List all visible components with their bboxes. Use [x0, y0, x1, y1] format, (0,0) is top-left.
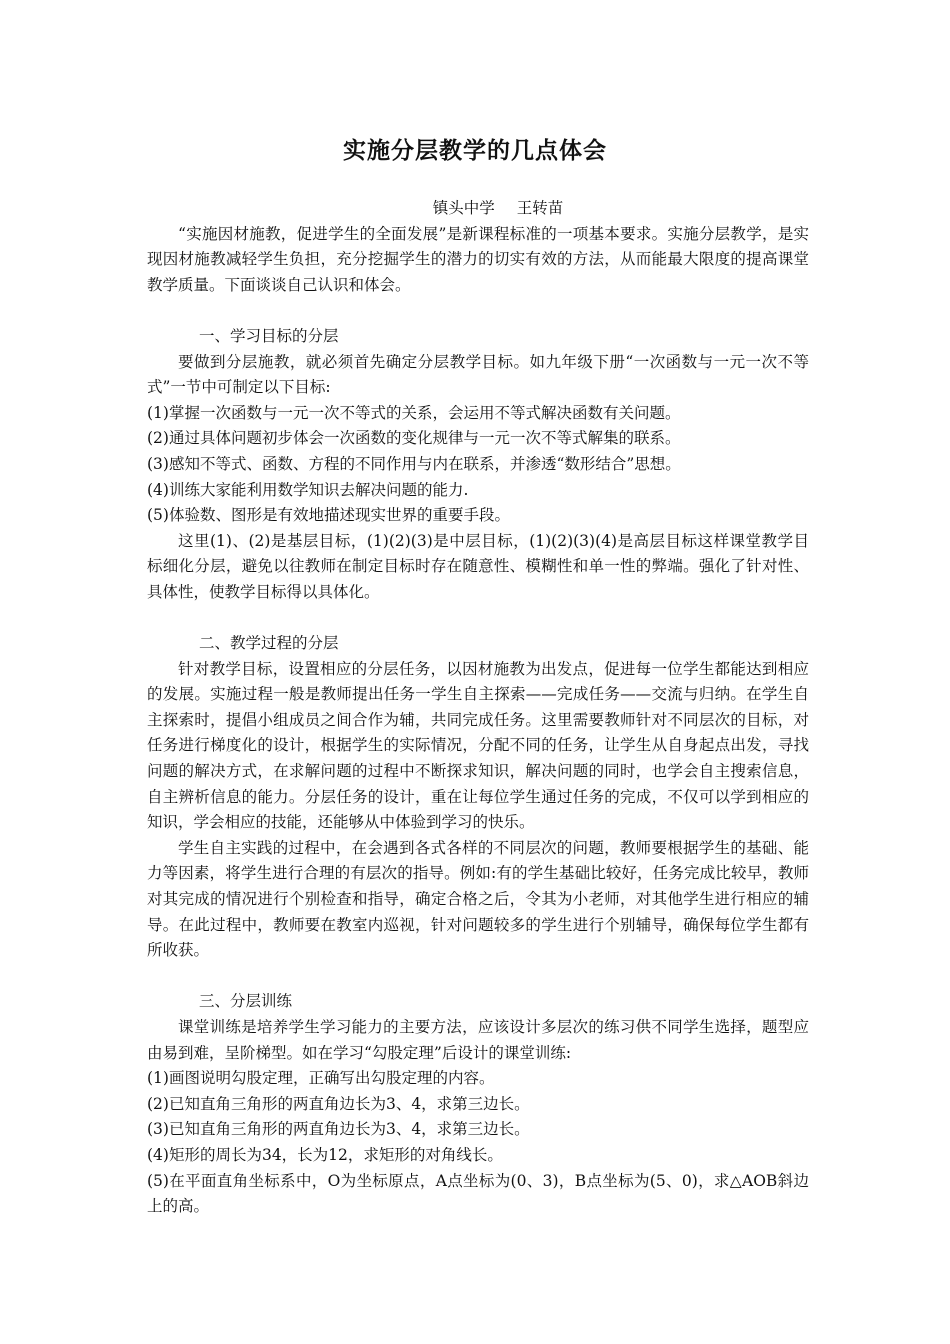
author-line [147, 196, 809, 222]
section1-goal-item: (4)训练大家能利用数学知识去解决问题的能力. [147, 480, 469, 499]
section3-exercise-item: (4)矩形的周长为34，长为12，求矩形的对角线长。 [147, 1145, 503, 1164]
section3-exercise-item: (3)已知直角三角形的两直角边长为3、4，求第三边长。 [147, 1120, 530, 1139]
spacer [147, 964, 809, 990]
section1-goal-item: (2)通过具体问题初步体会一次函数的变化规律与一元一次不等式解集的联系。 [147, 429, 681, 448]
section3-exercise-item: (1)画图说明勾股定理，正确写出勾股定理的内容。 [147, 1069, 495, 1088]
section1-goal-item: (1)掌握一次函数与一元一次不等式的关系，会运用不等式解决函数有关问题。 [147, 403, 681, 422]
section1-lead: 要做到分层施教，就必须首先确定分层教学目标。如九年级下册“一次函数与一元一次不等式”一节中可制定以下目标: [147, 352, 809, 397]
section2-paragraph-2: 学生自主实践的过程中，在会遇到各式各样的不同层次的问题，教师要根据学生的基础、能力等因素，将学生进行合理的有层次的指导。例如:有的学生基础比较好，任务完成比较早，教师对其完成的情况进行个别检查和指导，确定合格之后，令其为小老师，对其他学生进行相应的辅导。在此过程中，教师要在教室内巡视，针对问题较多的学生进行个别辅导，确保每位学生都有所收获。 [147, 838, 809, 960]
spacer [147, 298, 809, 324]
author-name: 王转苗 [516, 199, 564, 217]
section3-heading: 三、分层训练 [199, 992, 293, 1011]
document-body [147, 196, 809, 1220]
section1-goal-item: (3)感知不等式、函数、方程的不同作用与内在联系，并渗透“数形结合”思想。 [147, 454, 681, 473]
intro-paragraph: “实施因材施教，促进学生的全面发展”是新课程标准的一项基本要求。实施分层教学，是实现因材施教减轻学生负担，充分挖掘学生的潜力的切实有效的方法，从而能最大限度的提高课堂教学质量。下面谈谈自己认识和体会。 [147, 224, 809, 294]
section1-summary: 这里(1)、(2)是基层目标，(1)(2)(3)是中层目标，(1)(2)(3)(4)是高层目标这样课堂教学目标细化分层，避免以往教师在制定目标时存在随意性、模糊性和单一性的弊端。强化了针对性、具体性，使教学目标得以具体化。 [147, 531, 809, 601]
section2-paragraph-1: 针对教学目标，设置相应的分层任务，以因材施教为出发点，促进每一位学生都能达到相应的发展。实施过程一般是教师提出任务一学生自主探索——完成任务——交流与归纳。在学生自主探索时，提倡小组成员之间合作为辅，共同完成任务。这里需要教师针对不同层次的目标，对任务进行梯度化的设计，根据学生的实际情况，分配不同的任务，让学生从自身起点出发，寻找问题的解决方式，在求解问题的过程中不断探求知识，解决问题的同时，也学会自主搜索信息，自主辨析信息的能力。分层任务的设计，重在让每位学生通过任务的完成，不仅可以学到相应的知识，学会相应的技能，还能够从中体验到学习的快乐。 [147, 659, 809, 832]
section3-exercise-item: (2)已知直角三角形的两直角边长为3、4，求第三边长。 [147, 1094, 530, 1113]
section3-lead: 课堂训练是培养学生学习能力的主要方法，应该设计多层次的练习供不同学生选择，题型应由易到难，呈阶梯型。如在学习“勾股定理”后设计的课堂训练: [147, 1018, 809, 1062]
document-title: 实施分层教学的几点体会 [343, 137, 607, 164]
section1-goal-item: (5)体验数、图形是有效地描述现实世界的重要手段。 [147, 506, 510, 525]
spacer [147, 606, 809, 632]
section2-heading: 二、教学过程的分层 [199, 634, 339, 653]
section3-exercise-item: (5)在平面直角坐标系中，O为坐标原点，A点坐标为(0、3)，B点坐标为(5、0)，求△AOB斜边上的高。 [147, 1171, 809, 1216]
section1-heading: 一、学习目标的分层 [199, 326, 339, 345]
author-school: 镇头中学 [432, 199, 495, 217]
